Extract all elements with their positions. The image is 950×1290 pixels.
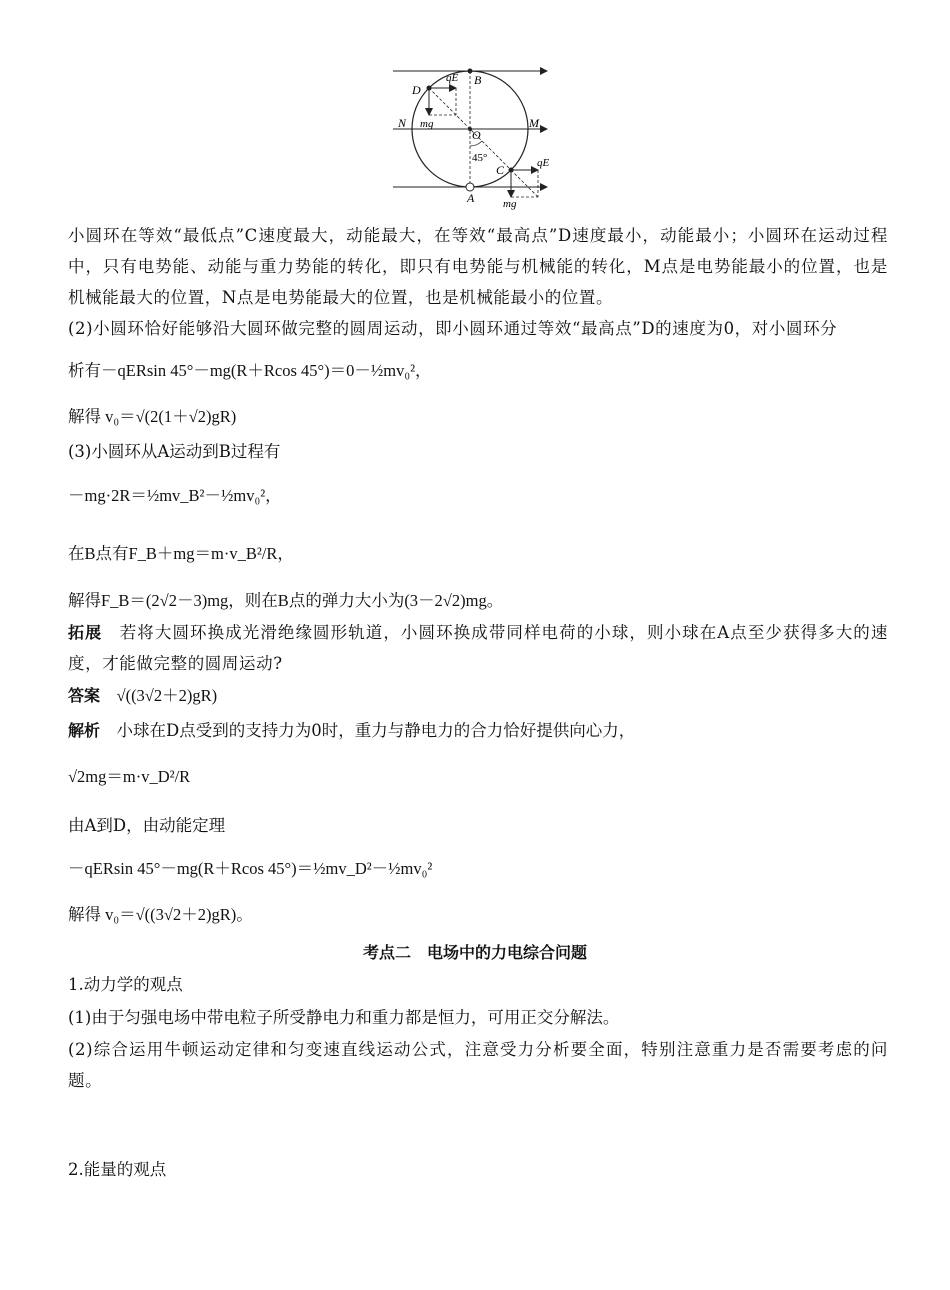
label-mg-bottom: mg [503, 198, 517, 210]
equation-3: －mg·2R＝½mv_B²－½mv₀²， [68, 486, 282, 505]
label-m: M [529, 116, 539, 130]
section-point-1b: (2)综合运用牛顿运动定律和匀变速直线运动公式，注意受力分析要全面，特别注意重力是否需要考虑的问题。 [68, 1040, 888, 1090]
point-d [427, 86, 432, 91]
answer-value: √((3√2＋2)gR) [116, 686, 218, 705]
section-point-1: 1.动力学的观点 [68, 975, 183, 994]
section-title: 考点二 电场中的力电综合问题 [362, 943, 587, 962]
equation-8: 解得 v₀＝√((3√2＋2)gR)。 [68, 905, 253, 924]
label-b: B [474, 73, 482, 87]
circle-force-diagram [0, 0, 950, 220]
equation-1: 析有－qERsin 45°－mg(R＋Rcos 45°)＝0－½mv₀²， [68, 361, 432, 380]
extension-label: 拓展 [68, 623, 103, 642]
point-c [509, 168, 514, 173]
section-point-1a: (1)由于匀强电场中带电粒子所受静电力和重力都是恒力，可用正交分解法。 [68, 1008, 620, 1027]
paragraph-1: 小圆环在等效“最低点”C速度最大，动能最大，在等效“最高点”D速度最小，动能最小；小圆环在运动过程中，只有电势能、动能与重力势能的转化，即只有电势能与机械能的转化，M点是电势能最小的位置，也是机械能最大的位置，N点是电势能最大的位置，也是机械能最小的位置。 [68, 226, 888, 307]
equation-6: √2mg＝m·v_D²/R [68, 767, 191, 786]
analysis-line [68, 720, 635, 742]
answer-line [68, 685, 217, 707]
label-a: A [467, 191, 475, 205]
label-qe-top: qE [446, 72, 459, 84]
label-qe-bottom: qE [537, 157, 550, 169]
paragraph-2: (2)小圆环恰好能够沿大圆环做完整的圆周运动，即小圆环通过等效“最高点”D的速度为0，对小圆环分 [68, 319, 838, 338]
equation-2: 解得 v₀＝√(2(1＋√2)gR) [68, 407, 237, 426]
section-point-2: 2.能量的观点 [68, 1160, 167, 1179]
extension-block [68, 617, 888, 679]
equation-4: 在B点有F_B＋mg＝m·v_B²/R， [68, 544, 294, 563]
label-d: D [412, 83, 421, 97]
point-b [468, 69, 473, 74]
analysis-text: 小球在D点受到的支持力为0时，重力与静电力的合力恰好提供向心力， [116, 721, 636, 740]
analysis-label: 解析 [68, 721, 101, 740]
diagonal-extension [511, 170, 538, 197]
equation-5: 解得F_B＝(2√2－3)mg，则在B点的弹力大小为(3－2√2)mg。 [68, 591, 504, 610]
label-n: N [398, 116, 407, 130]
line-a-to-d: 由A到D，由动能定理 [68, 816, 226, 835]
line-a-to-b: (3)小圆环从A运动到B过程有 [68, 442, 281, 461]
label-c: C [496, 163, 505, 177]
extension-text: 若将大圆环换成光滑绝缘圆形轨道，小圆环换成带同样电荷的小球，则小球在A点至少获得多大的速度，才能做完整的圆周运动? [68, 623, 888, 673]
equation-7: －qERsin 45°－mg(R＋Rcos 45°)＝½mv_D²－½mv₀² [68, 859, 433, 878]
answer-label: 答案 [68, 686, 101, 705]
label-mg-top: mg [420, 118, 434, 130]
label-angle: 45° [472, 152, 488, 164]
small-ring-a [466, 183, 474, 191]
label-o: O [472, 128, 481, 142]
